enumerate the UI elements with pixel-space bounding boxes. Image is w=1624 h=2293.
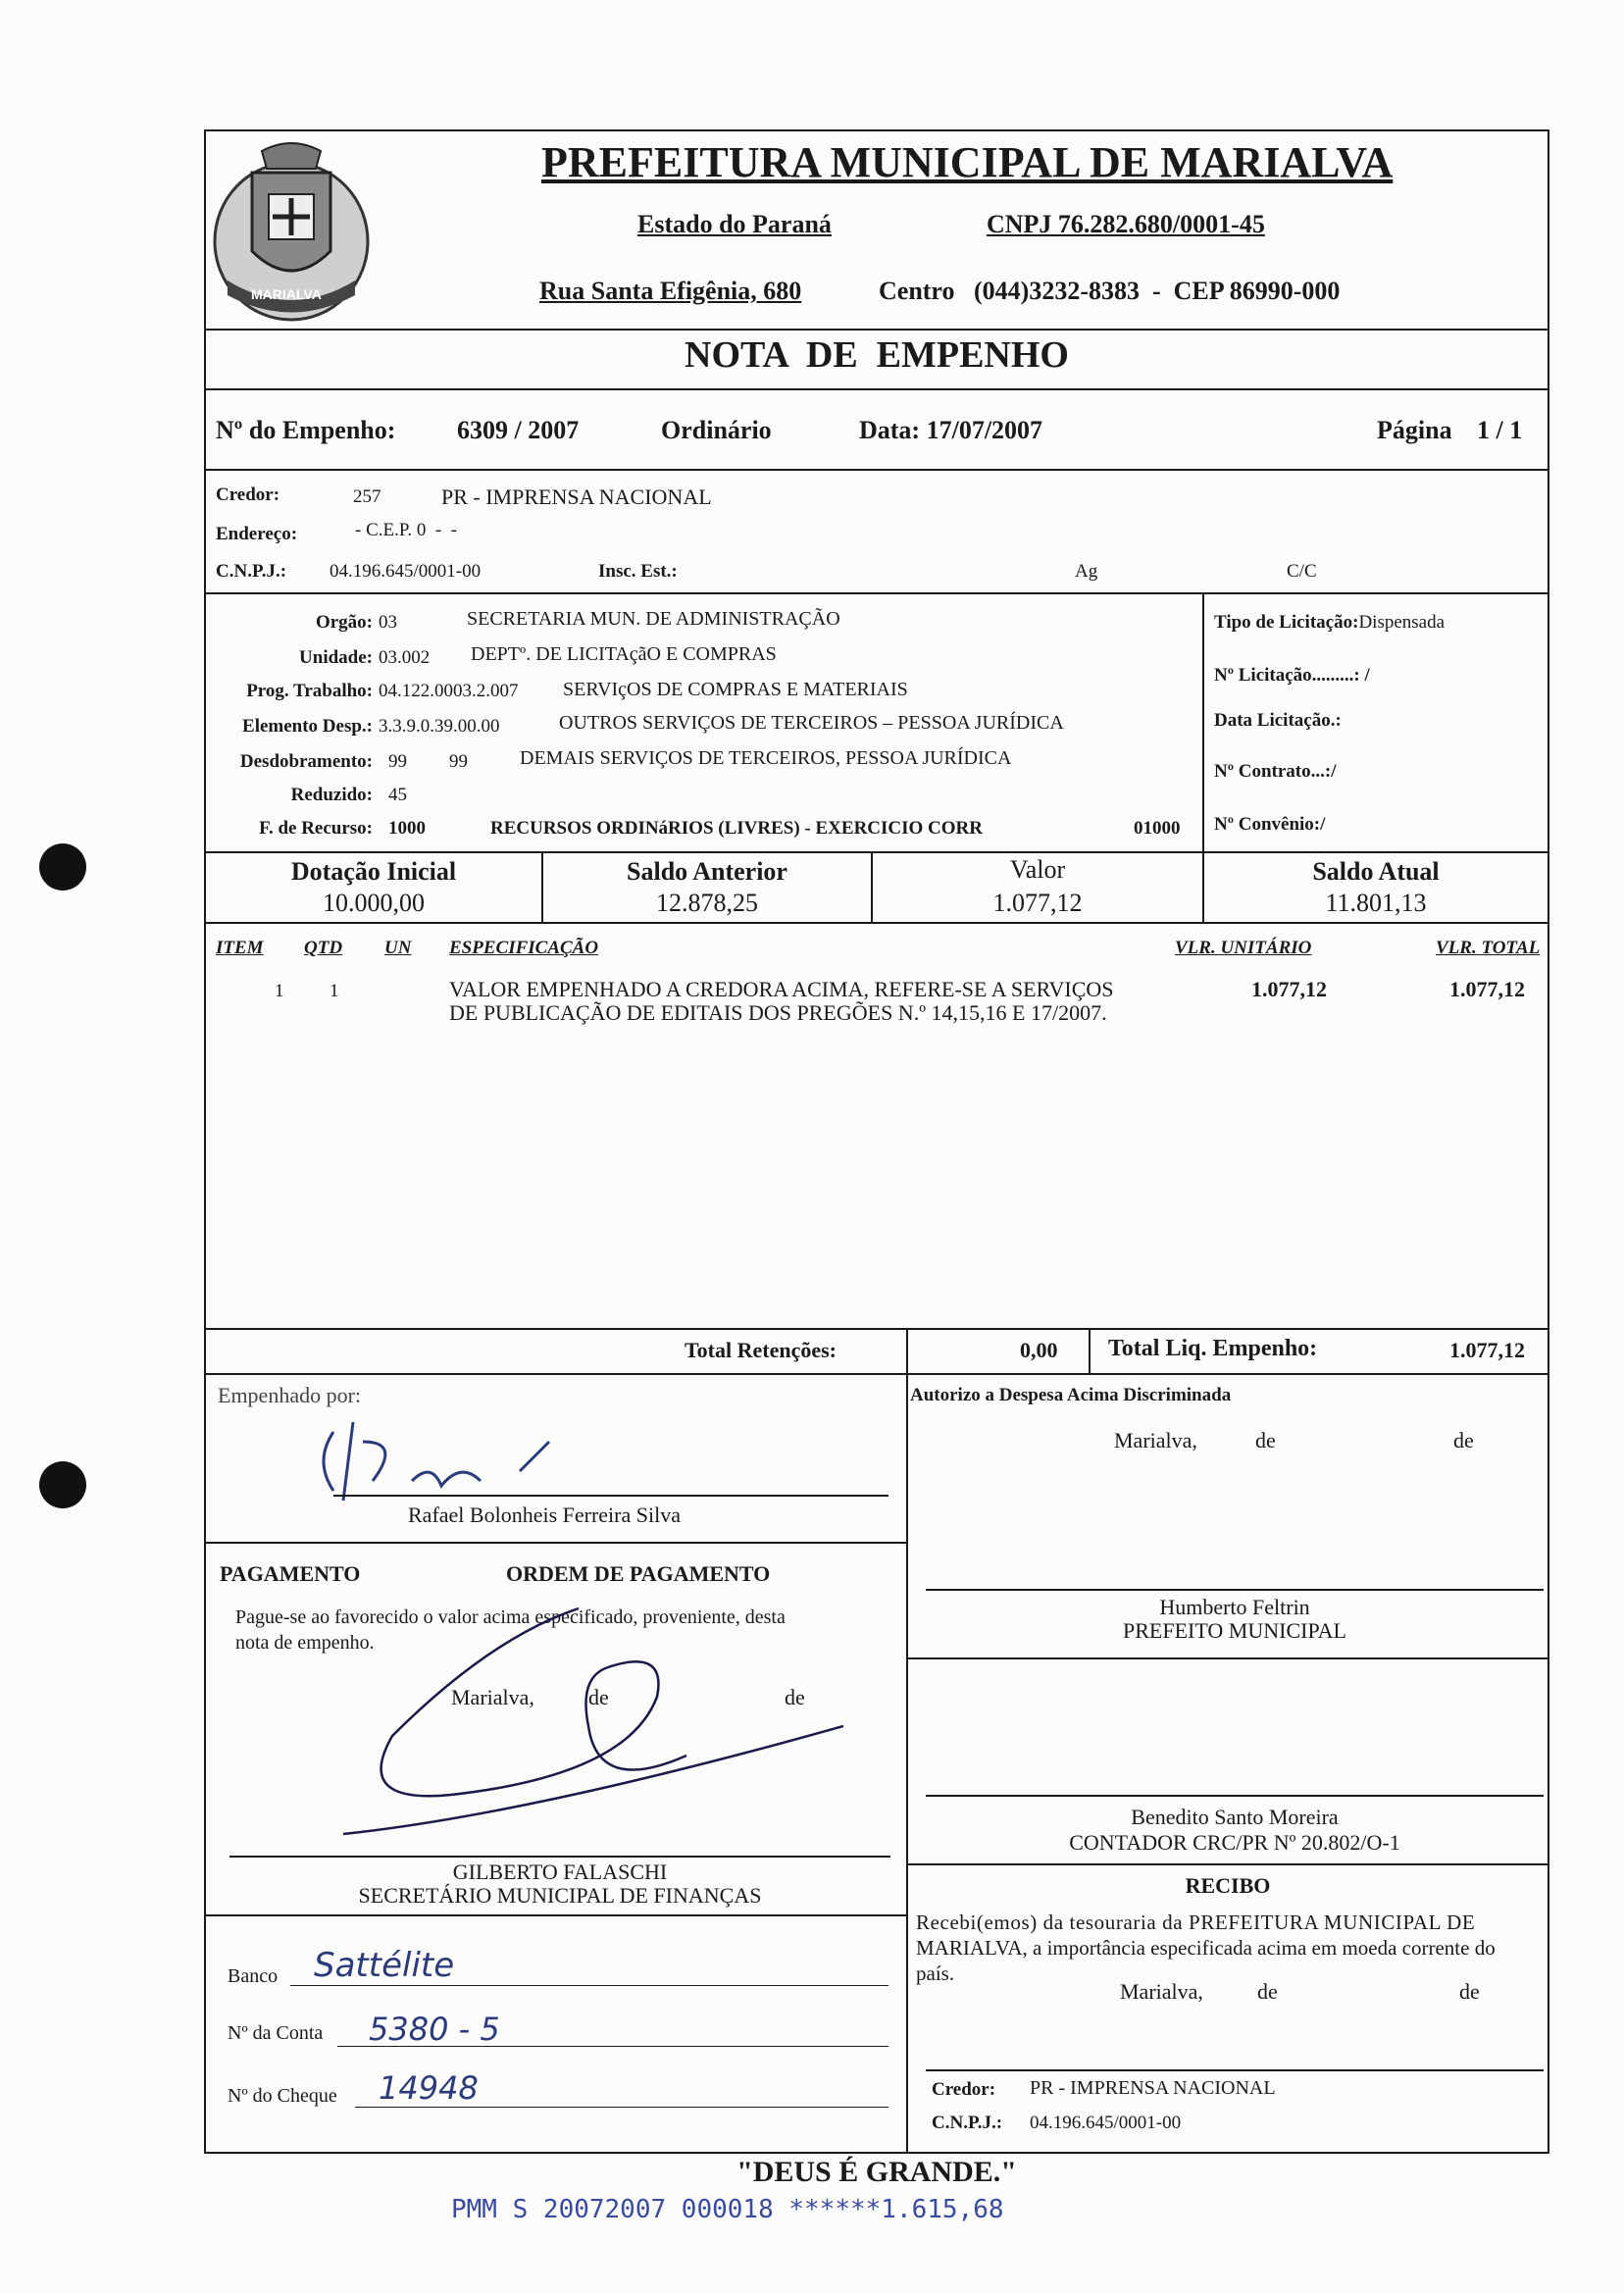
municipality-title: PREFEITURA MUNICIPAL DE MARIALVA [541, 138, 1394, 186]
retencoes-label: Total Retenções: [685, 1338, 837, 1362]
item-unit-value: 1.077,12 [1251, 977, 1327, 1001]
accountant-section-top [906, 1657, 1549, 1659]
saldo-anterior-value: 12.878,25 [656, 889, 758, 917]
empenho-type: Ordinário [661, 416, 772, 444]
un-col-header: UN [384, 938, 412, 958]
balances-bottom [204, 922, 1549, 924]
pagamento-top [204, 1542, 906, 1544]
ag-label: Ag [1075, 561, 1098, 582]
prog-label: Prog. Trabalho: [246, 681, 373, 701]
valor-value: 1.077,12 [992, 889, 1083, 917]
mayor-name: Humberto Feltrin [1159, 1595, 1310, 1619]
reduzido-label: Reduzido: [290, 785, 373, 805]
secretary-role: SECRETÁRIO MUNICIPAL DE FINANÇAS [358, 1883, 762, 1908]
fonte-label: F. de Recurso: [259, 818, 373, 839]
recibo-de-1: de [1257, 1979, 1278, 2004]
credor-name: PR - IMPRENSA NACIONAL [441, 484, 712, 509]
convenio-number: Nº Convênio:/ [1214, 814, 1326, 835]
conta-line [337, 2046, 888, 2047]
orgao-label: Orgão: [315, 612, 373, 633]
payment-stamp: PMM S 20072007 000018 ******1.615,68 [451, 2195, 1004, 2224]
reduzido-code: 45 [388, 785, 407, 805]
unidade-label: Unidade: [299, 647, 373, 668]
tipo-licitacao-value: Dispensada [1358, 612, 1446, 633]
saldo-atual-label: Saldo Atual [1312, 857, 1440, 886]
empenhado-por-label: Empenhado por: [218, 1383, 362, 1407]
item-col-header: ITEM [216, 938, 264, 958]
item-spec-line1: VALOR EMPENHADO A CREDORA ACIMA, REFERE-SE A SERVIÇOS [449, 977, 1114, 1001]
footer-motto: "DEUS É GRANDE." [736, 2156, 1017, 2188]
elemento-label: Elemento Desp.: [242, 716, 373, 737]
dotacao-inicial-value: 10.000,00 [323, 889, 425, 917]
prog-code: 04.122.0003.2.007 [379, 681, 519, 701]
totals-div-2 [1089, 1328, 1091, 1373]
cc-label: C/C [1287, 561, 1317, 582]
crest-banner-text: MARIALVA [251, 286, 322, 302]
recibo-top [906, 1863, 1549, 1865]
pagamento-text-1: Pague-se ao favorecido o valor acima especificado, proveniente, desta [235, 1606, 786, 1628]
credor-cnpj: 04.196.645/0001-00 [330, 561, 482, 582]
total-col-header: VLR. TOTAL [1436, 938, 1541, 958]
secretary-name: GILBERTO FALASCHI [452, 1860, 668, 1884]
licitacao-number: Nº Licitação.........: / [1214, 665, 1370, 686]
item-total-value: 1.077,12 [1449, 977, 1525, 1001]
totals-div-1 [906, 1328, 908, 1373]
orgao-name: SECRETARIA MUN. DE ADMINISTRAÇÃO [467, 608, 840, 630]
totals-bottom [204, 1373, 1549, 1375]
retencoes-value: 0,00 [1020, 1338, 1058, 1362]
item-number: 1 [275, 981, 284, 1001]
header-divider [204, 329, 1549, 331]
banco-line [290, 1985, 888, 1986]
banco-label: Banco [228, 1965, 279, 1987]
autorizo-de-1: de [1255, 1428, 1276, 1452]
secretary-signature [333, 1579, 843, 1863]
pagamento-label: PAGAMENTO [220, 1561, 361, 1586]
accountant-sign-line [926, 1795, 1544, 1797]
contrato-number: Nº Contrato...:/ [1214, 761, 1337, 782]
recibo-de-2: de [1459, 1979, 1480, 2004]
liquido-label: Total Liq. Empenho: [1108, 1336, 1318, 1361]
address-field-label: Endereço: [216, 524, 298, 544]
elemento-name: OUTROS SERVIÇOS DE TERCEIROS – PESSOA JURÍDICA [559, 712, 1064, 734]
empenho-date: Data: 17/07/2007 [859, 416, 1043, 444]
budget-licit-divider [1202, 592, 1204, 851]
secretary-sign-line [229, 1856, 890, 1858]
ordem-pagamento-label: ORDEM DE PAGAMENTO [506, 1561, 771, 1586]
recibo-credor-label: Credor: [932, 2079, 996, 2100]
valor-label: Valor [1009, 855, 1066, 884]
cheque-value: 14948 [379, 2069, 479, 2107]
credor-divider [204, 592, 1549, 594]
item-spec-line2: DE PUBLICAÇÃO DE EDITAIS DOS PREGÕES N.º 14,15,16 E 17/2007. [449, 1000, 1107, 1025]
empenho-number: 6309 / 2007 [457, 416, 580, 444]
unit-col-header: VLR. UNITÁRIO [1175, 938, 1312, 958]
recibo-cnpj: 04.196.645/0001-00 [1030, 2113, 1182, 2133]
totals-top [204, 1328, 1549, 1330]
desdobramento-name: DEMAIS SERVIÇOS DE TERCEIROS, PESSOA JURÍDICA [520, 747, 1012, 769]
autorizo-de-2: de [1453, 1428, 1474, 1452]
tipo-licitacao-label: Tipo de Licitação:Dispensada [1214, 612, 1446, 633]
fonte-code: 1000 [388, 818, 426, 839]
accountant-name: Benedito Santo Moreira [1131, 1805, 1339, 1829]
title-divider [204, 388, 1549, 390]
empenho-label: Nº do Empenho: [216, 416, 396, 444]
credor-label: Credor: [216, 484, 280, 505]
unidade-name: DEPTº. DE LICITAçãO E COMPRAS [471, 643, 777, 665]
saldo-anterior-label: Saldo Anterior [627, 857, 787, 886]
recibo-credor: PR - IMPRENSA NACIONAL [1030, 2077, 1276, 2099]
liquido-value: 1.077,12 [1449, 1338, 1525, 1362]
saldo-atual-value: 11.801,13 [1325, 889, 1427, 917]
empenho-divider [204, 469, 1549, 471]
credor-address: - C.E.P. 0 - - [355, 520, 457, 540]
punch-hole-bottom [39, 1461, 86, 1508]
recibo-title: RECIBO [1185, 1873, 1271, 1898]
cheque-line [355, 2107, 888, 2108]
municipal-crest [208, 133, 375, 328]
pagamento-de-1: de [588, 1685, 609, 1709]
licitacao-date: Data Licitação.: [1214, 710, 1342, 731]
address-label: Rua Santa Efigênia, 680 [539, 277, 802, 305]
dotacao-inicial-label: Dotação Inicial [290, 857, 457, 886]
empenhado-signer: Rafael Bolonheis Ferreira Silva [408, 1503, 681, 1527]
accountant-role: CONTADOR CRC/PR Nº 20.802/O-1 [1069, 1830, 1400, 1855]
punch-hole-top [39, 843, 86, 891]
pagamento-de-2: de [785, 1685, 805, 1709]
credor-cnpj-label: C.N.P.J.: [216, 561, 287, 582]
recibo-text-1: Recebi(emos) da tesouraria da PREFEITURA MUNICIPAL DE [916, 1911, 1476, 1934]
conta-value: 5380 - 5 [369, 2011, 500, 2048]
elemento-code: 3.3.9.0.39.00.00 [379, 716, 500, 737]
state-label: Estado do Paraná [637, 210, 832, 238]
recibo-text-2: MARIALVA, a importância especificada acima em moeda corrente do [916, 1936, 1496, 1960]
banco-top [204, 1914, 906, 1916]
mayor-sign-line [926, 1589, 1544, 1591]
banco-value: Sattélite [314, 1946, 455, 1985]
fonte-code2: 01000 [1134, 818, 1181, 839]
cnpj-label: CNPJ 76.282.680/0001-45 [987, 210, 1265, 238]
cheque-label: Nº do Cheque [228, 2085, 337, 2107]
spec-col-header: ESPECIFICAÇÃO [449, 938, 599, 958]
recibo-sign-line [926, 2069, 1544, 2071]
fonte-name: RECURSOS ORDINáRIOS (LIVRES) - EXERCICIO CORR [490, 818, 983, 839]
bottom-column-divider [906, 1373, 908, 2154]
page-label: Página [1377, 416, 1452, 444]
document-title: NOTA DE EMPENHO [685, 334, 1069, 376]
page-number: 1 / 1 [1477, 416, 1523, 444]
desdobramento-label: Desdobramento: [239, 751, 373, 772]
recibo-city: Marialva, [1120, 1979, 1203, 2004]
recibo-text-3: país. [916, 1962, 955, 1985]
credor-code: 257 [353, 486, 381, 507]
pagamento-city: Marialva, [451, 1685, 534, 1709]
prog-name: SERVIçOS DE COMPRAS E MATERIAIS [563, 679, 908, 700]
desdobramento-code2: 99 [449, 751, 468, 772]
autorizo-label: Autorizo a Despesa Acima Discriminada [910, 1385, 1232, 1405]
insc-label: Insc. Est.: [598, 561, 678, 582]
pagamento-text-2: nota de empenho. [235, 1632, 375, 1654]
autorizo-city: Marialva, [1114, 1428, 1197, 1452]
orgao-code: 03 [379, 612, 397, 633]
conta-label: Nº da Conta [228, 2022, 324, 2044]
mayor-role: PREFEITO MUNICIPAL [1123, 1618, 1346, 1643]
district-phone: Centro (044)3232-8383 - CEP 86990-000 [879, 277, 1341, 305]
unidade-code: 03.002 [379, 647, 431, 668]
recibo-cnpj-label: C.N.P.J.: [932, 2113, 1003, 2133]
qtd-col-header: QTD [304, 938, 343, 958]
balances-top [204, 851, 1549, 853]
item-qtd: 1 [330, 981, 339, 1001]
empenhado-sign-line [333, 1495, 888, 1497]
desdobramento-code1: 99 [388, 751, 407, 772]
